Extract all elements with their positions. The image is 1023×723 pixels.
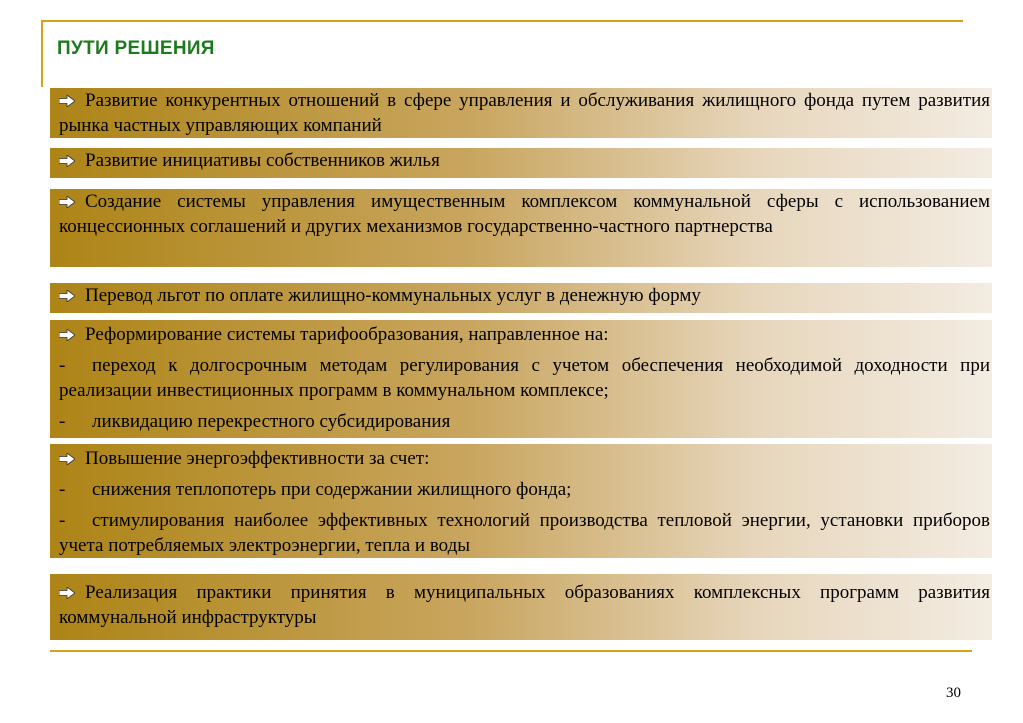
bottom-divider bbox=[50, 650, 972, 652]
list-item bbox=[50, 320, 992, 438]
dash-marker: - bbox=[59, 411, 66, 432]
right-arrow-icon bbox=[59, 155, 75, 167]
dash-marker: - bbox=[59, 355, 66, 376]
right-arrow-icon bbox=[59, 196, 75, 208]
list-item bbox=[50, 148, 992, 178]
dash-marker: - bbox=[59, 479, 66, 500]
right-arrow-icon bbox=[59, 290, 75, 302]
item-text: Перевод льгот по оплате жилищно-коммунальных услуг в денежную форму bbox=[59, 283, 990, 308]
item-text: Развитие конкурентных отношений в сфере управления и обслуживания жилищного фонда путем развития рынка частных управляющих компаний bbox=[59, 90, 990, 136]
item-text: Создание системы управления имущественным комплексом коммунальной сферы с использованием концессионных соглашений и других механизмов государственно-частного партнерства bbox=[59, 191, 990, 237]
sub-item: - переход к долгосрочным методам регулирования с учетом обеспечения необходимой доходности при реализации инвестиционных программ в коммунальном комплексе; bbox=[59, 355, 990, 401]
dash-marker: - bbox=[59, 510, 66, 531]
item-text: Повышение энергоэффективности за счет: bbox=[59, 446, 990, 471]
list-item bbox=[50, 444, 992, 558]
sub-item: - стимулирования наиболее эффективных технологий производства тепловой энергии, установки приборов учета потребляемых электроэнергии, тепла и воды bbox=[59, 510, 990, 556]
right-arrow-icon bbox=[59, 453, 75, 465]
sub-item: - снижения теплопотерь при содержании жилищного фонда; bbox=[59, 479, 572, 500]
sub-item: - ликвидацию перекрестного субсидирования bbox=[59, 411, 451, 432]
top-frame-line bbox=[41, 20, 963, 22]
page-number: 30 bbox=[946, 685, 961, 701]
list-item bbox=[50, 283, 992, 313]
item-text: Реформирование системы тарифообразования, направленное на: bbox=[59, 322, 990, 347]
item-text: Реализация практики принятия в муниципальных образованиях комплексных программ развития коммунальной инфраструктуры bbox=[59, 582, 990, 628]
item-text: Развитие инициативы собственников жилья bbox=[59, 148, 990, 173]
left-frame-line bbox=[41, 20, 43, 87]
list-item bbox=[50, 189, 992, 267]
right-arrow-icon bbox=[59, 587, 75, 599]
list-item bbox=[50, 88, 992, 138]
right-arrow-icon bbox=[59, 329, 75, 341]
right-arrow-icon bbox=[59, 95, 75, 107]
list-item bbox=[50, 574, 992, 640]
slide-title: ПУТИ РЕШЕНИЯ bbox=[57, 38, 215, 59]
